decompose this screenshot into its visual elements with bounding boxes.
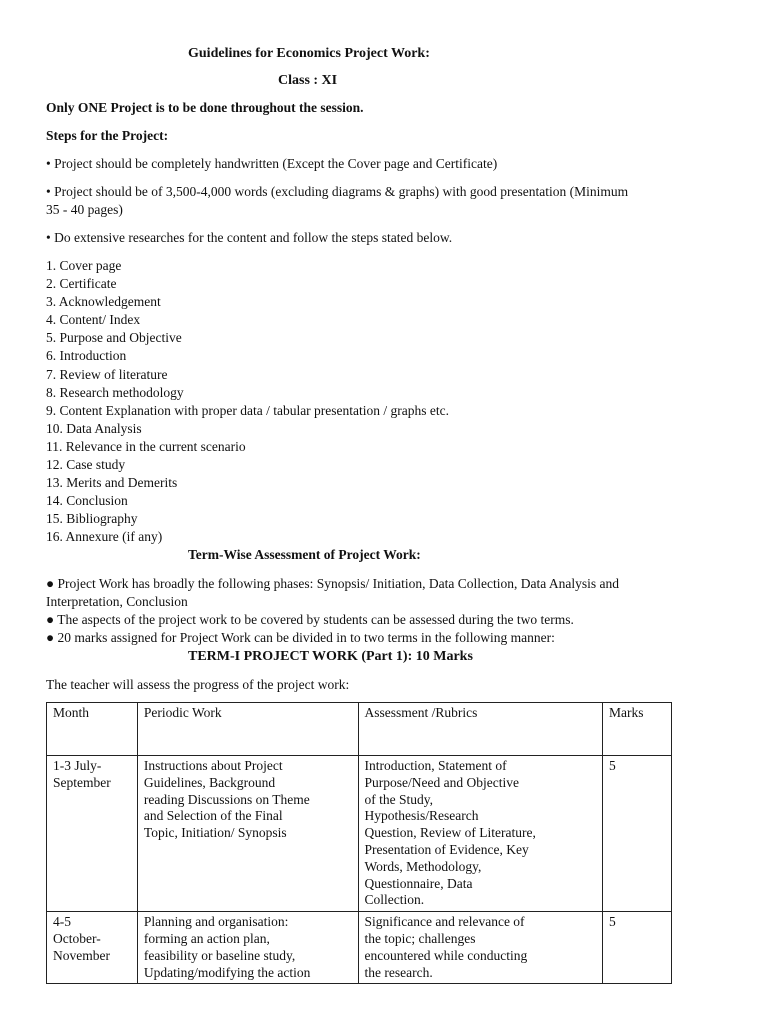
steps-list <box>46 257 449 547</box>
header-marks: Marks <box>603 703 672 756</box>
list-item: 16. Annexure (if any) <box>46 529 163 545</box>
assessment-table <box>46 702 672 984</box>
list-item: 11. Relevance in the current scenario <box>46 438 246 454</box>
bullet-handwritten: • Project should be completely handwritten (Except the Cover page and Certificate) <box>46 156 498 171</box>
steps-heading: Steps for the Project: <box>46 128 169 143</box>
list-item: 12. Case study <box>46 457 126 473</box>
list-item: 4. Content/ Index <box>46 312 141 328</box>
class-label: Class : XI <box>278 73 338 88</box>
assessment-point-marks: ● 20 marks assigned for Project Work can be divided in to two terms in the following manner: <box>46 630 555 645</box>
list-item: 1. Cover page <box>46 258 122 273</box>
list-item: 5. Purpose and Objective <box>46 330 182 346</box>
cell-assessment: Introduction, Statement of Purpose/Need and Objective of the Study, Hypothesis/Research Question, Review of Literature, Presentation of Evidence, Key Words, Methodology, Questionnaire, Data Collection. <box>358 756 603 912</box>
header-periodic-work: Periodic Work <box>137 703 358 756</box>
cell-marks: 5 <box>603 756 672 912</box>
list-item: 9. Content Explanation with proper data / tabular presentation / graphs etc. <box>46 402 450 418</box>
assessment-point-phases-cont: Interpretation, Conclusion <box>46 594 188 609</box>
cell-marks: 5 <box>603 912 672 984</box>
bullet-word-count: • Project should be of 3,500-4,000 words (excluding diagrams & graphs) with good presentation (Minimum <box>46 184 629 199</box>
list-item: 3. Acknowledgement <box>46 294 161 310</box>
cell-month: 1-3 July- September <box>47 756 138 912</box>
table-row <box>47 912 672 984</box>
cell-periodic-work: Planning and organisation: forming an action plan, feasibility or baseline study, Updating/modifying the action <box>137 912 358 984</box>
list-item: 13. Merits and Demerits <box>46 475 178 491</box>
cell-month: 4-5 October- November <box>47 912 138 984</box>
list-item: 10. Data Analysis <box>46 420 142 436</box>
list-item: 15. Bibliography <box>46 511 138 527</box>
list-item: 8. Research methodology <box>46 384 184 400</box>
table-header-row <box>47 703 672 756</box>
list-item: 2. Certificate <box>46 276 117 292</box>
list-item: 6. Introduction <box>46 348 127 364</box>
header-month: Month <box>47 703 138 756</box>
assessment-point-aspects: ● The aspects of the project work to be covered by students can be assessed during the two terms. <box>46 612 574 627</box>
term-one-heading: TERM-I PROJECT WORK (Part 1): 10 Marks <box>188 649 473 664</box>
table-row <box>47 756 672 912</box>
list-item: 7. Review of literature <box>46 366 168 382</box>
cell-assessment: Significance and relevance of the topic; challenges encountered while conducting the research. <box>358 912 603 984</box>
list-item: 14. Conclusion <box>46 493 128 509</box>
bullet-word-count-cont: 35 - 40 pages) <box>46 202 123 217</box>
one-project-note: Only ONE Project is to be done throughout the session. <box>46 100 364 115</box>
header-assessment: Assessment /Rubrics <box>358 703 603 756</box>
teacher-note: The teacher will assess the progress of the project work: <box>46 677 350 692</box>
assessment-point-phases: ● Project Work has broadly the following phases: Synopsis/ Initiation, Data Collection, Data Analysis and <box>46 576 619 591</box>
assessment-heading: Term-Wise Assessment of Project Work: <box>188 547 421 562</box>
cell-periodic-work: Instructions about Project Guidelines, Background reading Discussions on Theme and Selection of the Final Topic, Initiation/ Synopsis <box>137 756 358 912</box>
document-title: Guidelines for Economics Project Work: <box>188 46 430 61</box>
bullet-research: • Do extensive researches for the content and follow the steps stated below. <box>46 230 453 245</box>
